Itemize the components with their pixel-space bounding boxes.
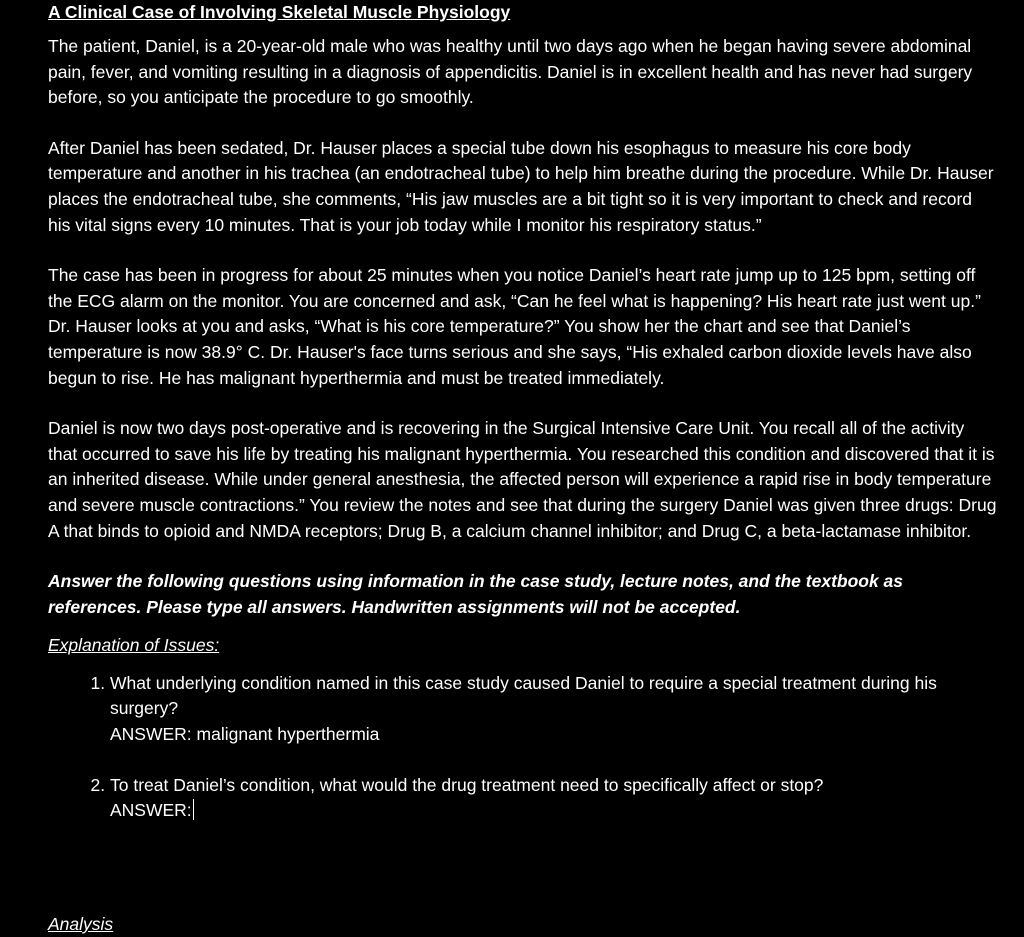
question-list	[48, 671, 970, 824]
answer-field[interactable]	[110, 798, 970, 824]
question-text: 2. To treat Daniel’s condition, what would the drug treatment need to specifically affect or stop?	[110, 774, 824, 795]
section-heading-explanation: Explanation of Issues:	[48, 635, 220, 656]
question-text: 1. What underlying condition named in this case study caused Daniel to require a special treatment during his surgery?	[110, 672, 937, 719]
answer-text[interactable]: ANSWER: malignant hyperthermia	[110, 724, 380, 745]
question-item-2	[110, 773, 970, 824]
paragraph-sedation[interactable]: After Daniel has been sedated, Dr. Hauser places a special tube down his esophagus to measure his core body temperature and another in his trachea (an endotracheal tube) to help him breathe during the procedure. While Dr. Hauser places the endotracheal tube, she comments, “His jaw muscles are a bit tight so it is very important to check and record his vital signs every 10 minutes. That is your job today while I monitor his respiratory status.”	[48, 137, 994, 235]
next-section-heading-partial: Analysis	[48, 914, 114, 934]
paragraph-heart-rate[interactable]: The case has been in progress for about 25 minutes when you notice Daniel’s heart rate jump up to 125 bpm, setting off the ECG alarm on the monitor. You are concerned and ask, “Can he feel what is happening? His heart rate just went up.” Dr. Hauser looks at you and asks, “What is his core temperature?” You show her the chart and see that Daniel’s temperature is now 38.9° C. Dr. Hauser's face turns serious and she says, “His exhaled carbon dioxide levels have also begun to rise. He has malignant hyperthermia and must be treated immediately.	[48, 265, 981, 388]
document-title: A Clinical Case of Involving Skeletal Muscle Physiology	[48, 2, 511, 22]
answer-text[interactable]: ANSWER:	[110, 800, 192, 821]
text-cursor	[193, 799, 194, 820]
instructions[interactable]: Answer the following questions using information in the case study, lecture notes, and the textbook as references. Please type all answers. Handwritten assignments will not be accepted.	[48, 571, 904, 617]
paragraph-recovery[interactable]: Daniel is now two days post-operative and is recovering in the Surgical Intensive Care Unit. You recall all of the activity that occurred to save his life by treating his malignant hyperthermia. You researched this condition and discovered that it is an inherited disease. While under general anesthesia, the affected person will experience a rapid rise in body temperature and severe muscle contractions.” You review the notes and see that during the surgery Daniel was given three drugs: Drug A that binds to opioid and NMDA receptors; Drug B, a calcium channel inhibitor; and Drug C, a beta-lactamase inhibitor.	[48, 418, 997, 541]
document-page	[48, 0, 998, 824]
paragraph-patient-intro[interactable]: The patient, Daniel, is a 20-year-old male who was healthy until two days ago when he began having severe abdominal pain, fever, and vomiting resulting in a diagnosis of appendicitis. Daniel is in excellent health and has never had surgery before, so you anticipate the procedure to go smoothly.	[48, 36, 973, 108]
question-item-1	[110, 671, 970, 748]
